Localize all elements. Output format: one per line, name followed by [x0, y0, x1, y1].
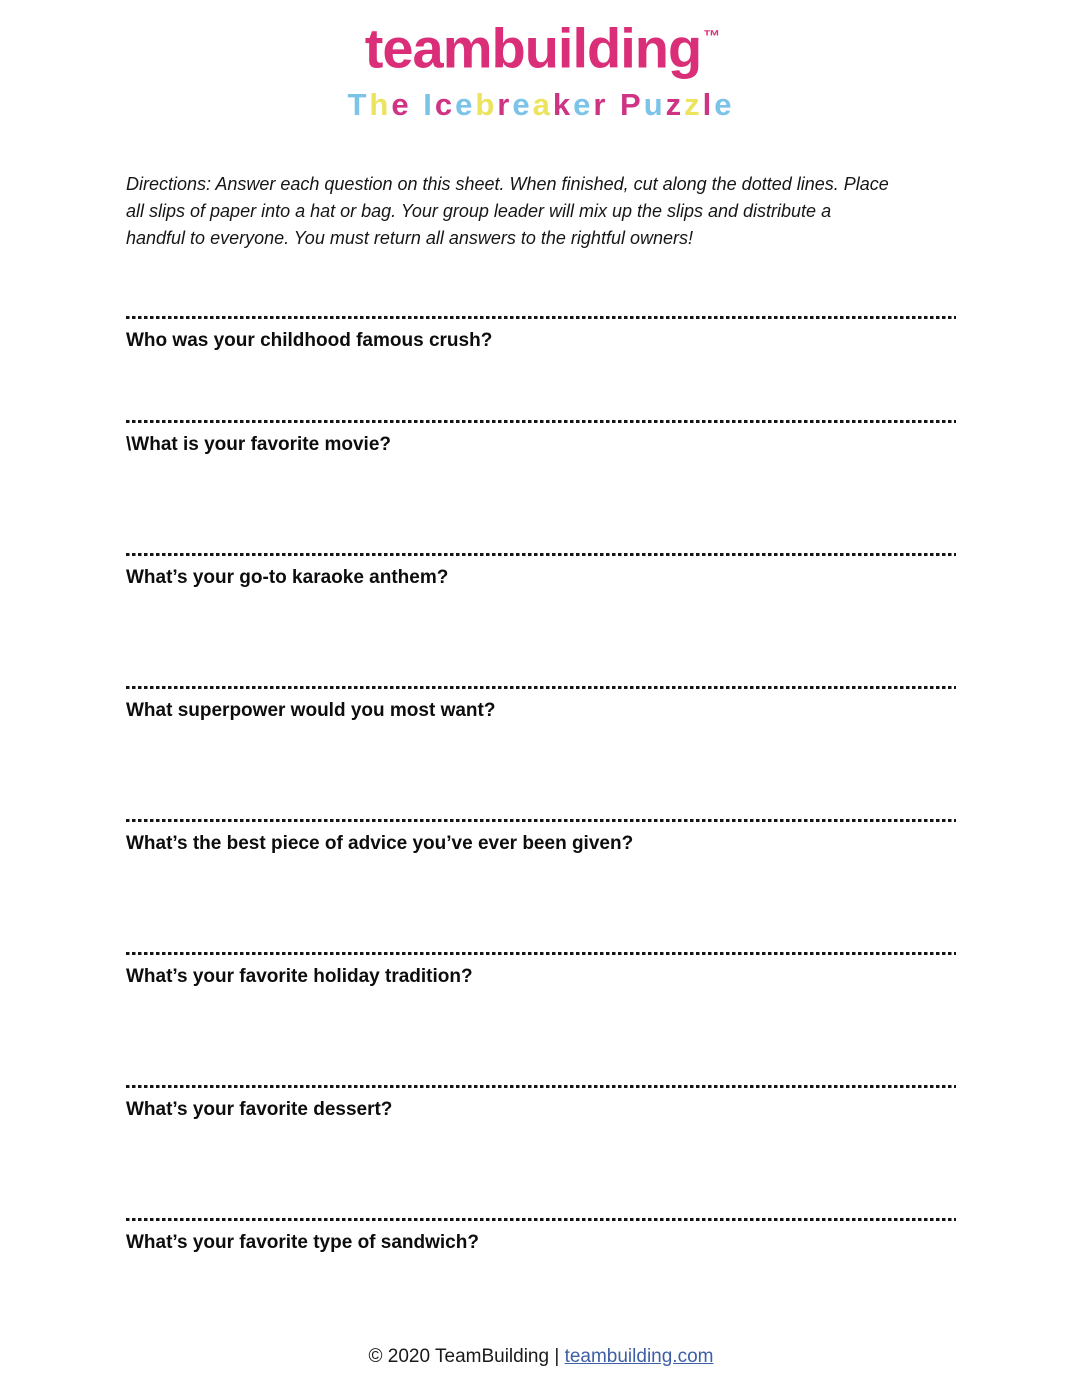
question-text: What’s your go-to karaoke anthem? [126, 566, 449, 588]
dotted-cut-line [126, 819, 956, 822]
dotted-cut-line [126, 316, 956, 319]
question-slip [126, 819, 956, 952]
question-slip [126, 553, 956, 686]
question-text: What’s your favorite holiday tradition? [126, 965, 473, 987]
page-logo [126, 8, 956, 84]
question-slip [126, 686, 956, 819]
dotted-cut-line [126, 1085, 956, 1088]
logo-text: teambuilding [364, 16, 702, 80]
dotted-cut-line [126, 553, 956, 556]
website-link[interactable]: teambuilding.com [564, 1345, 714, 1367]
question-slip [126, 316, 956, 420]
directions-line-3: handful to everyone. You must return all answers to the rightful owners! [126, 227, 693, 248]
dotted-cut-line [126, 1218, 956, 1221]
header [126, 8, 956, 122]
question-text: What’s your favorite dessert? [126, 1098, 393, 1120]
question-text: \What is your favorite movie? [126, 433, 391, 455]
question-slip [126, 420, 956, 553]
question-text: Who was your childhood famous crush? [126, 329, 493, 351]
question-slip [126, 952, 956, 1085]
question-slips [126, 316, 956, 1346]
directions-line-2: all slips of paper into a hat or bag. Your group leader will mix up the slips and distribute a [126, 200, 832, 221]
dotted-cut-line [126, 420, 956, 423]
question-text: What’s your favorite type of sandwich? [126, 1231, 479, 1253]
footer [126, 1346, 956, 1368]
dotted-cut-line [126, 686, 956, 689]
question-slip [126, 1085, 956, 1218]
trademark-symbol: ™ [703, 27, 720, 46]
page-subtitle: The Icebreaker Puzzle [347, 86, 735, 122]
directions-text [126, 171, 956, 252]
question-text: What superpower would you most want? [126, 699, 496, 721]
question-slip [126, 1218, 956, 1346]
question-text: What’s the best piece of advice you’ve ever been given? [126, 832, 634, 854]
dotted-cut-line [126, 952, 956, 955]
copyright-text: © 2020 TeamBuilding | [368, 1345, 560, 1367]
directions-line-1: Directions: Answer each question on this sheet. When finished, cut along the dotted lines. Place [126, 173, 889, 194]
